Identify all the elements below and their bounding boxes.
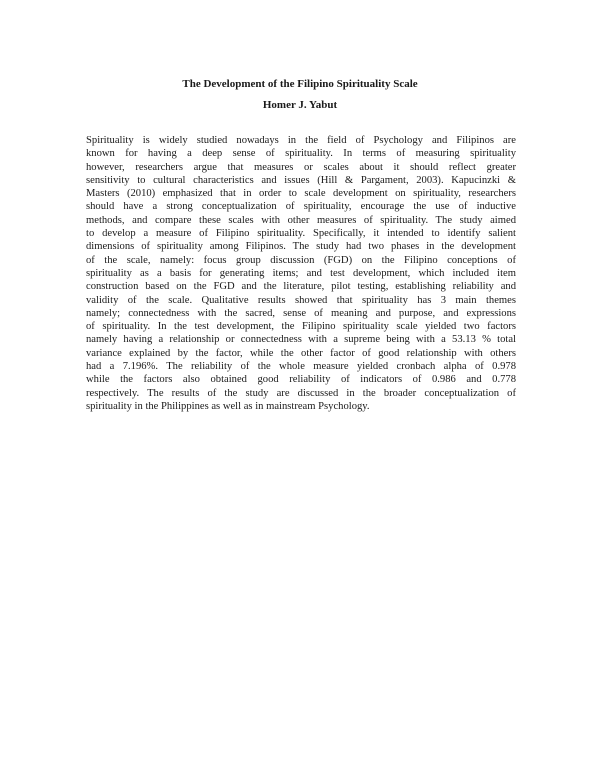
- abstract-line: known for having a deep sense of spirituality. In terms of measuring spirituality: [86, 148, 516, 160]
- abstract-line: while the factors also obtained good reliability of indicators of 0.986 and 0.778: [86, 374, 516, 386]
- abstract-line: to develop a measure of Filipino spirituality. Specifically, it intended to identify salient: [86, 228, 516, 240]
- abstract-line: however, researchers argue that measures or scales about it should reflect greater: [86, 161, 516, 173]
- abstract-line: of spirituality. In the test development, the Filipino spirituality scale yielded two factors: [86, 321, 516, 333]
- abstract-line: dimensions of spirituality among Filipinos. The study had two phases in the development: [86, 241, 516, 253]
- abstract-line: of the scale, namely: focus group discussion (FGD) on the Filipino conceptions of: [86, 254, 516, 266]
- abstract-line: namely; connectedness with the sacred, sense of meaning and purpose, and expressions: [86, 307, 516, 319]
- abstract-paragraph: [86, 134, 516, 413]
- abstract-line: variance explained by the factor, while the other factor of good relationship with others: [86, 347, 516, 359]
- abstract-line: sensitivity to cultural characteristics and issues (Hill & Pargament, 2003). Kapucinzki &: [86, 174, 516, 186]
- abstract-line: construction based on the FGD and the literature, pilot testing, establishing reliability and: [86, 281, 516, 293]
- abstract-line: Masters (2010) emphasized that in order to scale development on spirituality, researchers: [86, 188, 516, 200]
- abstract-line: spirituality as a basis for generating items; and test development, which included item: [86, 267, 516, 279]
- paper-title: The Development of the Filipino Spirituality Scale: [182, 78, 418, 90]
- abstract-line: validity of the scale. Qualitative results showed that spirituality has 3 main themes: [86, 294, 516, 306]
- abstract-line: Spirituality is widely studied nowadays in the field of Psychology and Filipinos are: [86, 135, 516, 146]
- paper-author: Homer J. Yabut: [262, 99, 338, 111]
- abstract-line: methods, and compare these scales with other measures of spirituality. The study aimed: [86, 214, 516, 226]
- abstract-line: namely having a relationship or connectedness with a supreme being with a 53.13 % total: [86, 334, 516, 346]
- abstract-line: respectively. The results of the study are discussed in the broader conceptualization of: [86, 387, 516, 399]
- abstract-line: should have a strong conceptualization of spirituality, encourage the use of inductive: [86, 201, 516, 213]
- abstract-line: spirituality in the Philippines as well as in mainstream Psychology.: [86, 400, 370, 412]
- abstract-line: had a 7.196%. The reliability of the whole measure yielded cronbach alpha of 0.978: [86, 361, 516, 373]
